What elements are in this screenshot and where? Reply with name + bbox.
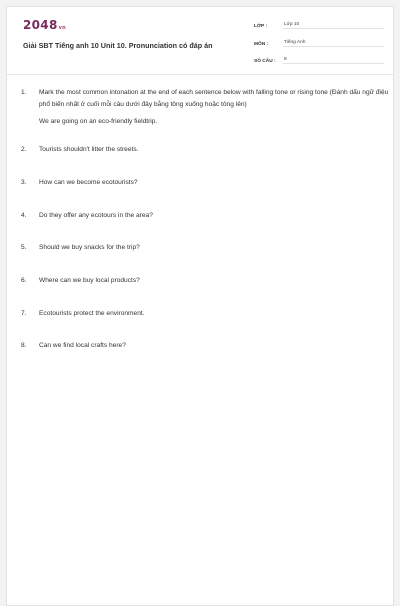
question-item [21, 308, 391, 320]
question-number: 1. [21, 89, 27, 96]
meta-row-class [254, 19, 384, 29]
question-number: 3. [21, 178, 27, 186]
meta-label: SỐ CÂU : [254, 59, 276, 64]
question-text: Can we find local crafts here? [39, 342, 126, 350]
logo-suffix: vn [58, 25, 67, 31]
header [7, 7, 393, 65]
question-text: Mark the most common intonation at the end of each sentence below with falling tone or rising tone (Đánh dấu ngữ điệu phổ biến nhất ở cuối mỗi câu dưới đây bằng tông xuống hoặc tông lên) [39, 89, 389, 109]
header-divider [7, 74, 393, 75]
question-item [21, 210, 391, 222]
question-example: We are going on an eco-friendly fieldtrip. [39, 117, 158, 125]
worksheet [6, 6, 394, 606]
meta-label: MÔN : [254, 41, 269, 47]
question-list [21, 87, 391, 353]
question-number: 2. [21, 146, 27, 154]
page-title: Giải SBT Tiếng anh 10 Unit 10. Pronunciation có đáp án [23, 41, 213, 50]
meta-value: Tiếng Anh [283, 40, 384, 47]
question-number: 4. [21, 211, 27, 219]
question-text: Do they offer any ecotours in the area? [39, 211, 153, 219]
question-number: 6. [21, 276, 27, 284]
meta-row-count [254, 54, 384, 64]
question-text: Tourists shouldn't litter the streets. [39, 146, 139, 154]
meta-value: Lớp 10 [283, 22, 384, 29]
question-item [21, 275, 391, 287]
question-item [21, 177, 391, 189]
meta-label: LỚP : [254, 24, 268, 29]
question-item [21, 87, 391, 128]
question-number: 8. [21, 342, 27, 350]
meta-info [254, 19, 384, 72]
question-number: 5. [21, 244, 27, 252]
question-text: Ecotourists protect the environment. [39, 309, 145, 317]
logo-text: 2048 [23, 18, 58, 32]
question-number: 7. [21, 309, 27, 317]
question-text: Where can we buy local products? [39, 276, 140, 284]
question-text: How can we become ecotourists? [39, 178, 138, 186]
question-item [21, 144, 391, 156]
meta-row-subject [254, 37, 384, 47]
site-logo[interactable] [23, 18, 66, 32]
question-item [21, 242, 391, 254]
question-item [21, 340, 391, 352]
meta-value: 8 [283, 57, 384, 64]
question-text: Should we buy snacks for the trip? [39, 244, 140, 252]
